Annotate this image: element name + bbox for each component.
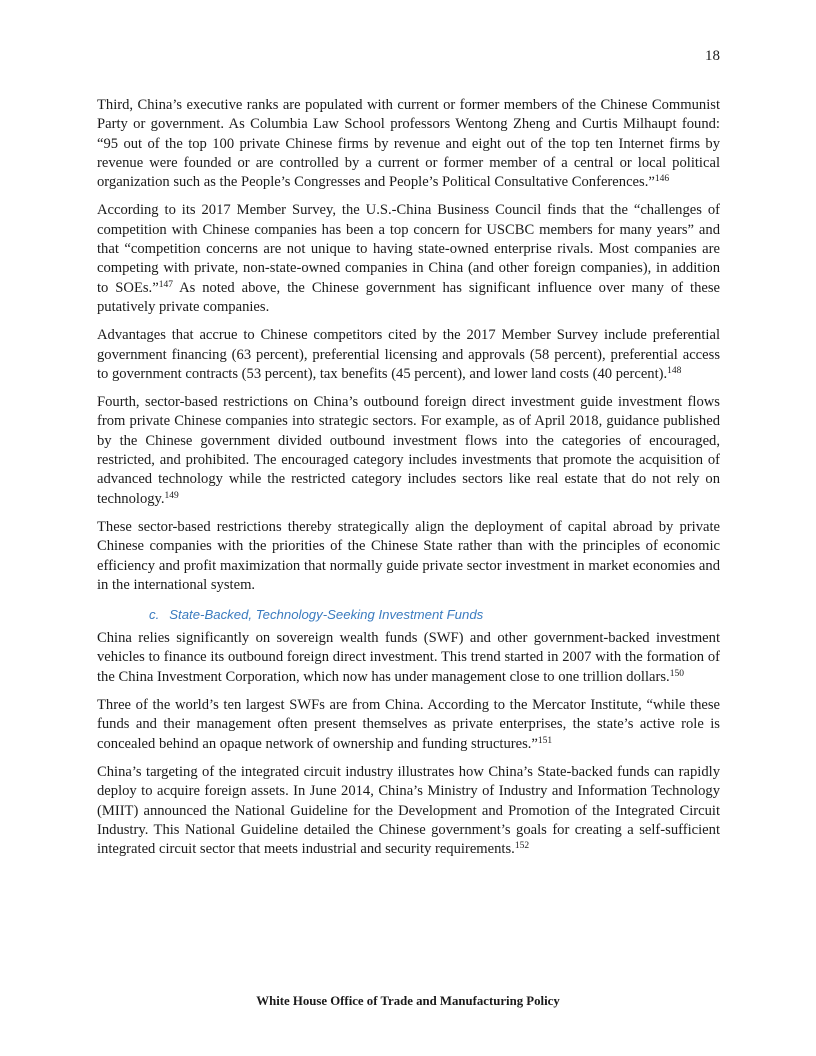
paragraph: Advantages that accrue to Chinese competitors cited by the 2017 Member Survey include preferential government financing (63 percent), preferential licensing and approvals (58 percent), preferential access to government contracts (53 percent), tax benefits (45 percent), and lower land costs (40 percent).$^{148}$ (97, 327, 720, 382)
paragraph: Fourth, sector-based restrictions on China’s outbound foreign direct investment guide investment flows from private Chinese companies into strategic sectors. For example, as of April 2018, guidance published by the Chinese government divided outbound investment flows into the categories of encouraged, restricted, and prohibited. The encouraged category includes investments that promote the acquisition of advanced technology while the restricted category includes sectors like real estate that do not rely on technology.$^{149}$ (97, 394, 720, 507)
section-subheading (149, 607, 720, 622)
paragraph: Three of the world’s ten largest SWFs are from China. According to the Mercator Institute, “while these funds and their management often present themselves as private enterprises, the state’s active role is concealed behind an opaque network of ownership and funding structures.”$^{151}$ (97, 697, 720, 752)
paragraph: China relies significantly on sovereign wealth funds (SWF) and other government-backed investment vehicles to finance its outbound foreign direct investment. This trend started in 2007 with the formation of the China Investment Corporation, which now has under management close to one trillion dollars.$^{150}$ (97, 630, 720, 685)
subheading-marker: c. (149, 607, 160, 623)
paragraph: These sector-based restrictions thereby strategically align the deployment of capital abroad by private Chinese companies with the priorities of the Chinese State rather than with the principles of economic efficiency and profit maximization that normally guide private sector investment in market economies and in the international system. (97, 518, 720, 593)
page-number: 18 (705, 48, 720, 64)
paragraph: Third, China’s executive ranks are populated with current or former members of the Chinese Communist Party or government. As Columbia Law School professors Wentong Zheng and Curtis Milhaupt found: “95 out of the top 100 private Chinese firms by revenue and eight out of the top ten Internet firms by revenue were founded or are controlled by a current or former member of a central or local political organization such as the People’s Congresses and People’s Political Consultative Conferences.”$^{146}$ (97, 97, 720, 191)
footnote-ref: 150 (669, 668, 684, 679)
footnote-ref: 146 (654, 174, 670, 185)
paragraph: China’s targeting of the integrated circuit industry illustrates how China’s State-backed funds can rapidly deploy to acquire foreign assets. In June 2014, China’s Ministry of Industry and Information Technology (MIIT) announced the National Guideline for the Development and Promotion of the Integrated Circuit Industry. This National Guideline detailed the Chinese government’s goals for creating a self-sufficient integrated circuit sector that meets industrial and security requirements.$^{152}$ (97, 763, 720, 858)
footnote-ref: 149 (164, 490, 179, 501)
footnote-ref: 152 (514, 841, 530, 852)
paragraph: According to its 2017 Member Survey, the U.S.-China Business Council finds that the “challenges of competition with Chinese companies has been a top concern for USCBC members for many years” and that “competition concerns are not unique to having state-owned enterprise rivals. Most companies are competing with private, non-state-owned companies in China (and other foreign companies), in addition to SOEs.”$^{147}$ As noted above, the Chinese government has significant influence over many of these putatively private companies. (97, 202, 721, 315)
footnote-ref: 151 (537, 735, 553, 746)
footnote-ref: 147 (158, 279, 173, 290)
footnote-ref: 148 (667, 365, 682, 376)
page-footer: White House Office of Trade and Manufacturing Policy (256, 994, 560, 1008)
document-body (97, 96, 720, 868)
subheading-title: State-Backed, Technology-Seeking Investment Funds (169, 607, 484, 623)
